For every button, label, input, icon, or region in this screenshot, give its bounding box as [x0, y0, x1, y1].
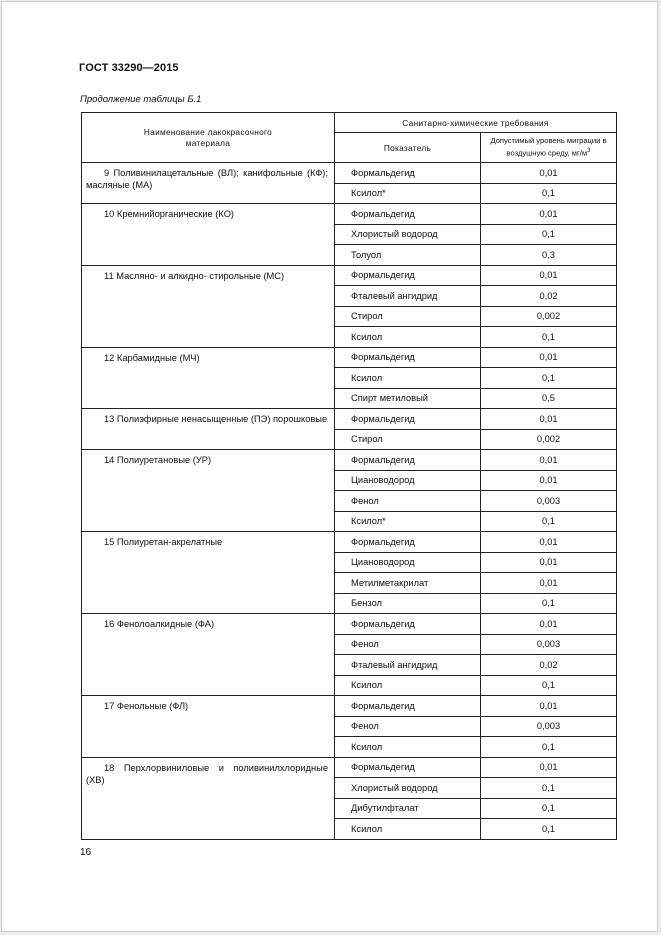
material-name: 12 Карбамидные (МЧ) — [104, 352, 200, 363]
table-row — [82, 347, 617, 368]
table-header-row — [82, 113, 617, 133]
indicator-cell: Ксилол — [335, 368, 481, 389]
level-value-cell: 0,01 — [481, 450, 617, 471]
document-title: ГОСТ 33290—2015 — [79, 62, 179, 74]
table-row — [82, 450, 617, 471]
level-value-cell: 0,02 — [481, 655, 617, 676]
indicator-cell: Формальдегид — [335, 163, 481, 184]
level-value-cell: 0,5 — [481, 388, 617, 409]
material-cell — [82, 532, 335, 614]
indicator-cell: Стирол — [335, 306, 481, 327]
indicator-cell: Циановодород — [335, 470, 481, 491]
level-value-cell: 0,01 — [481, 409, 617, 430]
level-value-cell: 0,01 — [481, 204, 617, 225]
material-cell — [82, 757, 335, 839]
indicator-cell: Формальдегид — [335, 696, 481, 717]
indicator-cell: Хлористый водород — [335, 224, 481, 245]
table-row — [82, 265, 617, 286]
level-value-cell: 0,1 — [481, 183, 617, 204]
material-cell — [82, 204, 335, 266]
indicator-cell: Спирт метиловый — [335, 388, 481, 409]
material-name: 10 Кремнийорганические (КО) — [104, 209, 235, 219]
indicator-cell: Бензол — [335, 593, 481, 614]
material-cell — [82, 450, 335, 532]
level-value-cell: 0,002 — [481, 306, 617, 327]
indicator-cell: Ксилол — [335, 737, 481, 758]
material-cell — [82, 696, 335, 758]
level-value-cell: 0,01 — [481, 163, 617, 184]
table-row — [82, 757, 617, 778]
level-value-cell: 0,1 — [481, 224, 617, 245]
material-cell — [82, 614, 335, 696]
table-row — [82, 614, 617, 635]
level-value-cell: 0,003 — [481, 716, 617, 737]
material-name: 11 Масляно- и алкидно- стирольные (МС) — [104, 270, 285, 281]
indicator-cell: Ксилол — [335, 819, 481, 840]
level-value-cell: 0,1 — [481, 675, 617, 696]
indicator-cell: Хлористый водород — [335, 778, 481, 799]
column-header-indicator: Показатель — [335, 133, 481, 163]
level-value-cell: 0,1 — [481, 819, 617, 840]
indicator-cell: Формальдегид — [335, 757, 481, 778]
material-name: 13 Полиэфирные ненасыщенные (ПЭ) порошковые — [104, 414, 328, 424]
column-header-level — [481, 133, 617, 163]
table-row — [82, 163, 617, 184]
level-value-cell: 0,1 — [481, 798, 617, 819]
level-value-cell: 0,1 — [481, 368, 617, 389]
indicator-cell: Формальдегид — [335, 204, 481, 225]
table-row — [82, 696, 617, 717]
material-name: 15 Полиуретан-акрелатные — [104, 537, 223, 547]
document-page — [1, 1, 658, 932]
indicator-cell: Дибутилфталат — [335, 798, 481, 819]
indicator-cell: Стирол — [335, 429, 481, 450]
material-name: 17 Фенольные (ФЛ) — [104, 701, 189, 711]
column-header-level-text: Допустимый уровень миграции в воздушную среду, мг/м — [490, 136, 607, 158]
table-body — [82, 163, 617, 840]
requirements-table — [81, 112, 617, 840]
indicator-cell: Формальдегид — [335, 347, 481, 368]
indicator-cell: Формальдегид — [335, 532, 481, 553]
level-value-cell: 0,003 — [481, 491, 617, 512]
level-value-cell: 0,003 — [481, 634, 617, 655]
column-header-material: Наименование лакокрасочного материала — [82, 113, 335, 163]
table-row — [82, 204, 617, 225]
level-value-cell: 0,01 — [481, 265, 617, 286]
material-cell — [82, 409, 335, 450]
table-row — [82, 409, 617, 430]
material-name: 18 Перхлорвиниловые и поливинилхлоридные (ХВ) — [86, 762, 328, 785]
indicator-cell: Формальдегид — [335, 409, 481, 430]
column-header-level-sup: 3 — [587, 148, 591, 155]
level-value-cell: 0,01 — [481, 757, 617, 778]
level-value-cell: 0,01 — [481, 470, 617, 491]
indicator-cell: Фенол — [335, 491, 481, 512]
indicator-cell: Формальдегид — [335, 450, 481, 471]
indicator-cell: Фталевый ангидрид — [335, 655, 481, 676]
indicator-cell: Метилметакрилат — [335, 573, 481, 594]
level-value-cell: 0,1 — [481, 511, 617, 532]
indicator-cell: Ксилол — [335, 675, 481, 696]
indicator-cell: Фталевый ангидрид — [335, 286, 481, 307]
indicator-cell: Фенол — [335, 716, 481, 737]
table-continuation-caption: Продолжение таблицы Б.1 — [80, 94, 202, 105]
material-cell — [82, 163, 335, 204]
page-number: 16 — [80, 847, 92, 858]
level-value-cell: 0,02 — [481, 286, 617, 307]
indicator-cell: Формальдегид — [335, 265, 481, 286]
level-value-cell: 0,01 — [481, 573, 617, 594]
material-cell — [82, 265, 335, 347]
column-header-group: Санитарно-химические требования — [335, 113, 617, 133]
level-value-cell: 0,1 — [481, 737, 617, 758]
indicator-cell: Формальдегид — [335, 614, 481, 635]
material-cell — [82, 347, 335, 409]
level-value-cell: 0,3 — [481, 245, 617, 266]
material-name: 14 Полиуретановые (УР) — [104, 455, 212, 465]
level-value-cell: 0,01 — [481, 552, 617, 573]
indicator-cell: Циановодород — [335, 552, 481, 573]
indicator-cell: Толуол — [335, 245, 481, 266]
indicator-cell: Ксилол — [335, 327, 481, 348]
level-value-cell: 0,002 — [481, 429, 617, 450]
material-name: 16 Фенолоалкидные (ФА) — [104, 619, 215, 629]
level-value-cell: 0,1 — [481, 327, 617, 348]
table-row — [82, 532, 617, 553]
level-value-cell: 0,01 — [481, 532, 617, 553]
material-name: 9 Поливинилацетальные (ВЛ); канифольные (КФ); масляные (МА) — [86, 168, 328, 190]
indicator-cell: Ксилол* — [335, 183, 481, 204]
level-value-cell: 0,01 — [481, 696, 617, 717]
indicator-cell: Фенол — [335, 634, 481, 655]
level-value-cell: 0,1 — [481, 778, 617, 799]
level-value-cell: 0,1 — [481, 593, 617, 614]
level-value-cell: 0,01 — [481, 614, 617, 635]
indicator-cell: Ксилол* — [335, 511, 481, 532]
level-value-cell: 0,01 — [481, 347, 617, 368]
